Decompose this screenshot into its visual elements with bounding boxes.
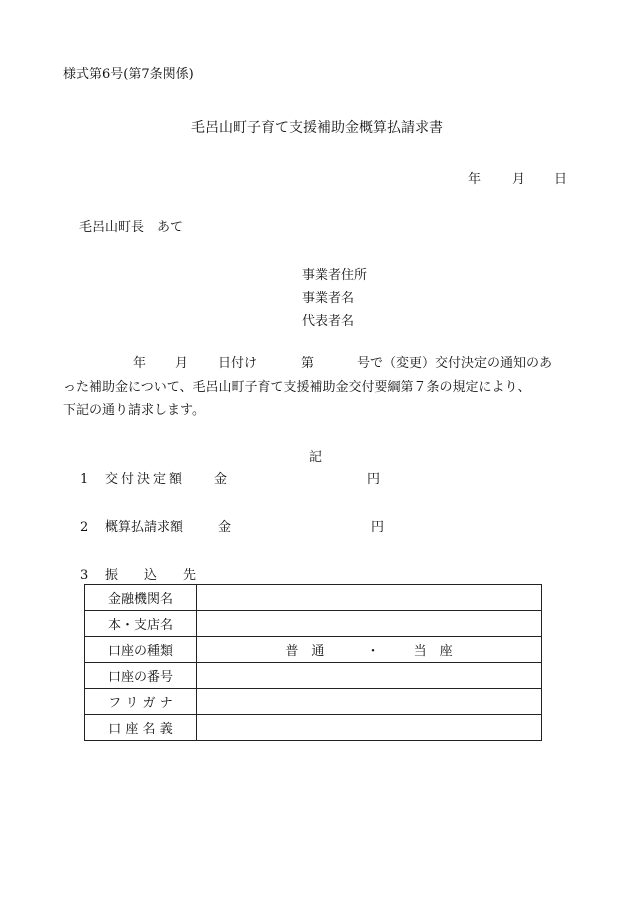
account-number-label: 口座の番号 — [85, 663, 197, 689]
account-number-field[interactable] — [197, 663, 542, 689]
item-2-label: 概算払請求額 — [105, 520, 184, 535]
addressee: 毛呂山町長 あて — [79, 220, 184, 235]
date-day: 日 — [554, 172, 568, 187]
account-type-separator: ・ — [366, 644, 380, 659]
branch-name-field[interactable] — [197, 611, 542, 637]
date-month: 月 — [512, 172, 526, 187]
table-row — [85, 611, 542, 637]
item-1-kin: 金 — [214, 472, 228, 487]
applicant-address-label: 事業者住所 — [302, 268, 368, 283]
body-dated: 日付け — [218, 356, 258, 371]
item-1-yen: 円 — [367, 472, 381, 487]
account-holder-field[interactable] — [197, 715, 542, 741]
item-2-yen: 円 — [371, 520, 385, 535]
account-type-futsu: 普 通 — [285, 644, 325, 659]
body-line1-rest: 号で（変更）交付決定の通知のあ — [357, 356, 553, 371]
body-year: 年 — [133, 356, 147, 371]
item-2-number: 2 — [80, 520, 89, 535]
date-year: 年 — [468, 172, 482, 187]
item-2-kin: 金 — [218, 520, 232, 535]
bank-name-field[interactable] — [197, 585, 542, 611]
body-line2: った補助金について、毛呂山町子育て支援補助金交付要綱第７条の規定により、 — [63, 380, 531, 395]
transfer-number: 3 — [80, 568, 89, 583]
furigana-label: フ リ ガ ナ — [85, 689, 197, 715]
transfer-label: 振 込 先 — [105, 568, 197, 583]
table-row — [85, 637, 542, 663]
table-row — [85, 585, 542, 611]
table-row — [85, 715, 542, 741]
representative-label: 代表者名 — [302, 314, 355, 329]
furigana-field[interactable] — [197, 689, 542, 715]
bank-account-table — [84, 584, 542, 741]
ki-heading: 記 — [309, 450, 323, 465]
item-1-label: 交付決定額 — [105, 472, 186, 487]
account-type-label: 口座の種類 — [85, 637, 197, 663]
form-number: 様式第6号(第7条関係) — [63, 67, 194, 82]
body-month: 月 — [175, 356, 189, 371]
document-title: 毛呂山町子育て支援補助金概算払請求書 — [191, 120, 443, 136]
body-dai: 第 — [301, 356, 315, 371]
account-holder-label: 口 座 名 義 — [85, 715, 197, 741]
bank-name-label: 金融機関名 — [85, 585, 197, 611]
table-row — [85, 689, 542, 715]
branch-name-label: 本・支店名 — [85, 611, 197, 637]
body-line3: 下記の通り請求します。 — [63, 403, 205, 418]
table-row — [85, 663, 542, 689]
applicant-name-label: 事業者名 — [302, 291, 355, 306]
account-type-toza: 当 座 — [413, 644, 453, 659]
account-type-field[interactable] — [197, 637, 542, 663]
item-1-number: 1 — [80, 472, 89, 487]
